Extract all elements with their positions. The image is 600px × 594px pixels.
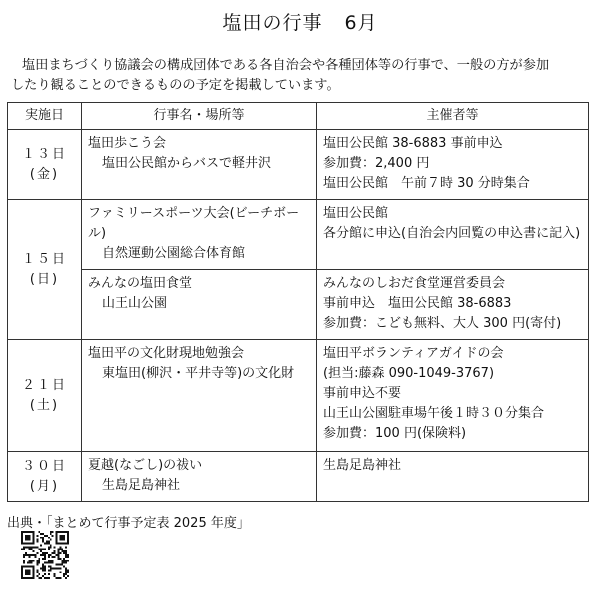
event-place: 山王山公園 <box>102 296 168 311</box>
organizer-cell <box>317 130 589 200</box>
organizer-line: 塩田平ボランティアガイドの会 <box>323 346 504 361</box>
event-place: 生島足島神社 <box>102 478 181 493</box>
page-title <box>0 8 600 35</box>
event-name: みんなの塩田食堂 <box>88 276 193 291</box>
qr-code-icon[interactable] <box>21 531 69 579</box>
header-organizer: 主催者等 <box>317 103 589 130</box>
header-date: 実施日 <box>8 103 82 130</box>
event-cell <box>82 340 317 452</box>
organizer-line: 参加費：100 円(保険料) <box>323 426 467 441</box>
events-table <box>7 102 589 502</box>
table-row <box>8 200 589 270</box>
table-row <box>8 270 589 340</box>
table-header-row <box>8 103 589 130</box>
intro-paragraph: 塩田まちづくり協議会の構成団体である各自治会や各種団体等の行事で、一般の方が参加 したり観ることのできるものの予定を掲載しています。 <box>11 58 550 93</box>
organizer-line: 山王山公園駐車場午後１時３０分集合 <box>323 406 545 421</box>
organizer-cell <box>317 200 589 270</box>
organizer-line: 事前申込 塩田公民館 38-6883 <box>323 296 512 311</box>
organizer-line: 塩田公民館 <box>323 206 389 221</box>
organizer-cell <box>317 452 589 502</box>
event-cell <box>82 200 317 270</box>
table-row <box>8 452 589 502</box>
organizer-line: 事前申込不要 <box>323 386 402 401</box>
organizer-line: (担当:藤森 090-1049-3767) <box>323 366 495 381</box>
event-name: 夏越(なごし)の祓い <box>88 458 203 473</box>
organizer-line: 参加費：こども無料、大人 300 円(寄付) <box>323 316 562 331</box>
event-name: ファミリースポーツ大会(ビーチボール) <box>88 206 300 241</box>
event-date: １３日(金) <box>8 130 82 200</box>
event-name: 塩田平の文化財現地勉強会 <box>88 346 245 361</box>
organizer-line: みんなのしおだ食堂運営委員会 <box>323 276 506 291</box>
event-date: ３０日(月) <box>8 452 82 502</box>
header-event: 行事名・場所等 <box>82 103 317 130</box>
organizer-line: 各分館に申込(自治会内回覧の申込書に記入) <box>323 226 581 241</box>
event-cell <box>82 130 317 200</box>
organizer-line: 生島足島神社 <box>323 458 402 473</box>
organizer-line: 塩田公民館 38-6883 事前申込 <box>323 136 503 151</box>
organizer-line: 塩田公民館 午前７時 30 分時集合 <box>323 176 530 191</box>
organizer-cell <box>317 340 589 452</box>
event-place: 東塩田(柳沢・平井寺等)の文化財 <box>102 366 295 381</box>
table-row <box>8 130 589 200</box>
table-row <box>8 340 589 452</box>
event-place: 自然運動公園総合体育館 <box>102 246 246 261</box>
organizer-cell <box>317 270 589 340</box>
organizer-line: 参加費：2,400 円 <box>323 156 430 171</box>
event-name: 塩田歩こう会 <box>88 136 167 151</box>
event-cell <box>82 270 317 340</box>
event-date: １５日(日) <box>8 200 82 340</box>
title-month: 6月 <box>344 12 378 34</box>
source-note: 出典・「まとめて行事予定表 2025 年度」 <box>7 516 250 531</box>
title-text: 塩田の行事 <box>222 12 323 34</box>
event-place: 塩田公民館からバスで軽井沢 <box>102 156 272 171</box>
event-cell <box>82 452 317 502</box>
event-date: ２１日(土) <box>8 340 82 452</box>
